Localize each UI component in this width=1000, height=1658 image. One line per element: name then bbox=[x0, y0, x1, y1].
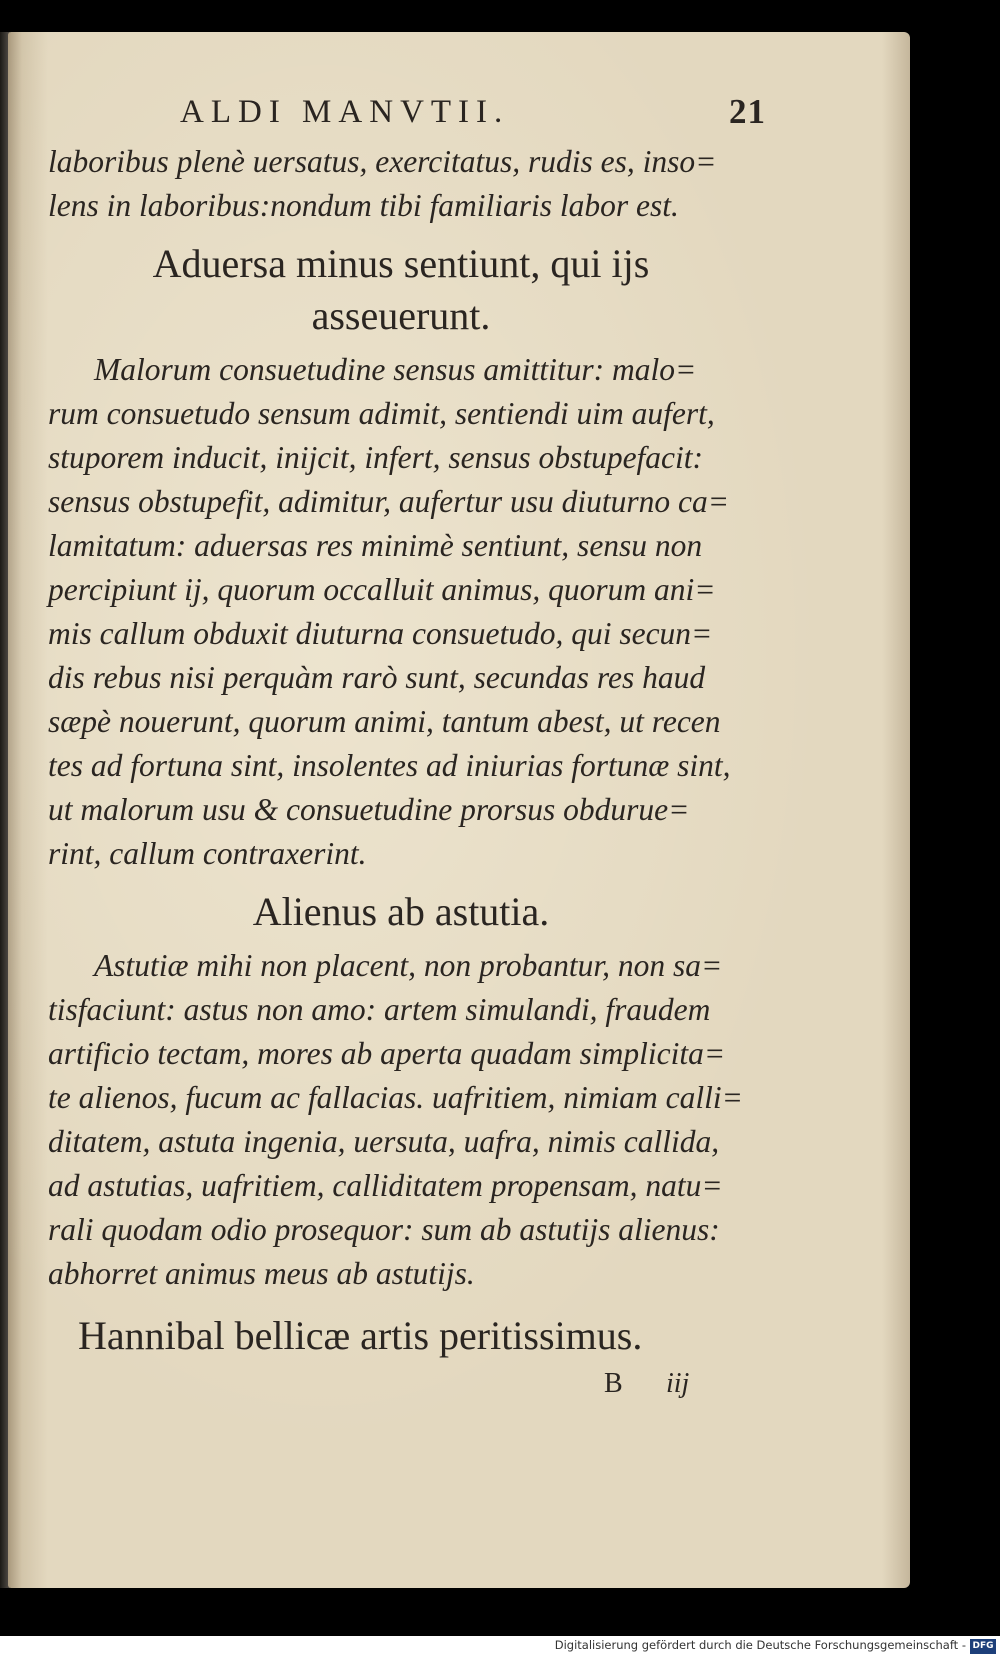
text-line: rint, callum contraxerint. bbox=[48, 836, 367, 871]
digitization-footer bbox=[0, 1636, 1000, 1658]
text-line: Malorum consuetudine sensus amittitur: malo= bbox=[94, 352, 697, 387]
page-header bbox=[48, 88, 766, 140]
running-title: ALDI MANVTII. bbox=[180, 94, 510, 130]
text-line: rali quodam odio prosequor: sum ab astutijs alienus: bbox=[48, 1212, 720, 1247]
signature-letter: B bbox=[604, 1368, 623, 1399]
text-line: ditatem, astuta ingenia, uersuta, uafra, nimis callida, bbox=[48, 1124, 720, 1159]
section-heading-hannibal: Hannibal bellicæ artis peritissimus. bbox=[78, 1313, 643, 1358]
section-heading-alienus bbox=[48, 886, 754, 938]
heading-line: Alienus ab astutia. bbox=[252, 889, 550, 934]
signature-numeral: iij bbox=[666, 1368, 690, 1399]
text-line: rum consuetudo sensum adimit, sentiendi uim aufert, bbox=[48, 396, 715, 431]
text-line: lens in laboribus:nondum tibi familiaris labor est. bbox=[48, 188, 679, 223]
text-line: lamitatum: aduersas res minimè sentiunt, sensu non bbox=[48, 528, 703, 563]
text-line: mis callum obduxit diuturna consuetudo, qui secun= bbox=[48, 616, 713, 651]
dfg-logo-icon: DFG bbox=[970, 1639, 996, 1654]
text-line: Astutiæ mihi non placent, non probantur, non sa= bbox=[94, 948, 723, 983]
paragraph-alienus bbox=[48, 944, 754, 1296]
text-line: percipiunt ij, quorum occalluit animus, quorum ani= bbox=[48, 572, 716, 607]
text-line: abhorret animus meus ab astutijs. bbox=[48, 1256, 475, 1291]
intro-paragraph bbox=[48, 140, 754, 228]
signature-mark bbox=[48, 1362, 754, 1406]
text-line: te alienos, fucum ac fallacias. uafritiem, nimiam calli= bbox=[48, 1080, 743, 1115]
text-line: dis rebus nisi perquàm rarò sunt, secundas res haud bbox=[48, 660, 706, 695]
text-line: sæpè nouerunt, quorum animi, tantum abest, ut recen bbox=[48, 704, 721, 739]
page-text bbox=[48, 88, 766, 1406]
paragraph-aduersa bbox=[48, 348, 754, 876]
funding-credit: Digitalisierung gefördert durch die Deutsche Forschungsgemeinschaft - bbox=[554, 1638, 966, 1652]
text-line: ut malorum usu & consuetudine prorsus obdurue= bbox=[48, 792, 690, 827]
text-line: artificio tectam, mores ab aperta quadam simplicita= bbox=[48, 1036, 726, 1071]
text-line: tes ad fortuna sint, insolentes ad iniurias fortunæ sint, bbox=[48, 748, 731, 783]
text-line: ad astutias, uafritiem, calliditatem propensam, natu= bbox=[48, 1168, 723, 1203]
text-line: stuporem inducit, inijcit, infert, sensus obstupefacit: bbox=[48, 440, 704, 475]
heading-line: asseuerunt. bbox=[311, 293, 491, 338]
text-line: sensus obstupefit, adimitur, aufertur usu diuturno ca= bbox=[48, 484, 730, 519]
page-number: 21 bbox=[729, 92, 766, 131]
text-line: laboribus plenè uersatus, exercitatus, rudis es, inso= bbox=[48, 144, 717, 179]
heading-line: Aduersa minus sentiunt, qui ijs bbox=[152, 241, 650, 286]
text-line: tisfaciunt: astus non amo: artem simulandi, fraudem bbox=[48, 992, 711, 1027]
section-heading-aduersa bbox=[48, 238, 754, 342]
